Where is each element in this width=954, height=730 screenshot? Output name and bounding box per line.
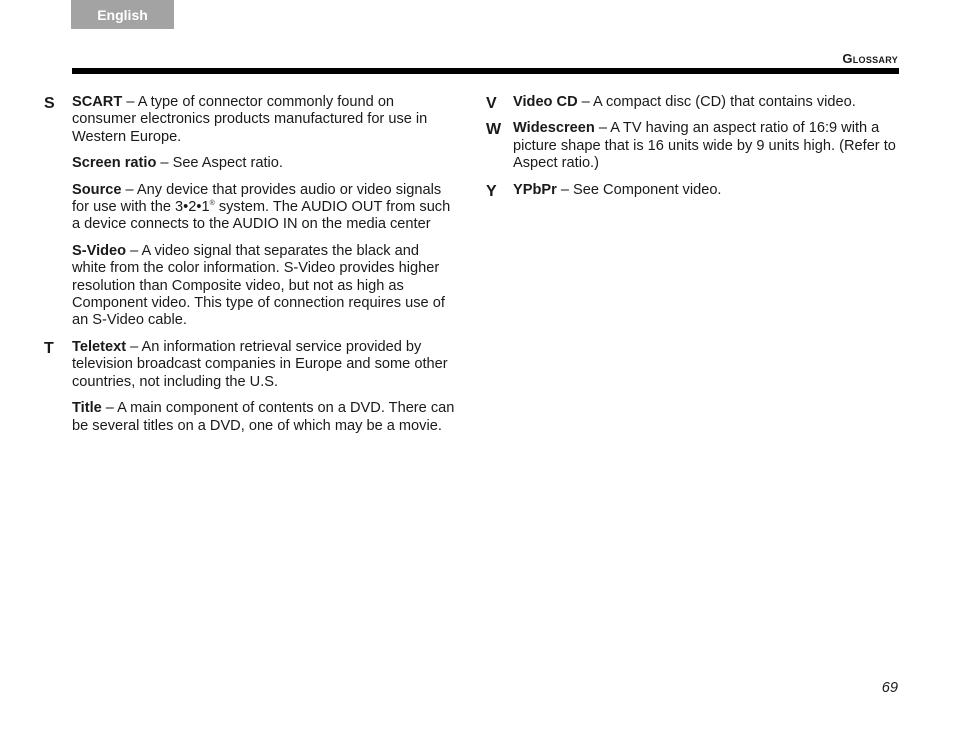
registered-mark: ® bbox=[209, 200, 215, 208]
glossary-definition: – A TV having an aspect ratio of 16:9 with a picture shape that is 16 units wide by 9 units high. (Refer to Aspect ratio.) bbox=[513, 120, 896, 172]
glossary-entry-s-video bbox=[72, 243, 456, 330]
glossary-term: Widescreen bbox=[513, 120, 595, 137]
glossary-left-column bbox=[44, 94, 456, 444]
glossary-definition: – A type of connector commonly found on consumer electronics products manufactured for use in Western Europe. bbox=[72, 94, 428, 145]
glossary-definition: – A video signal that separates the black and white from the color information. S-Video provides higher resolution than Composite video, but not as high as Component video. This type of connection requires use of an S-Video cable. bbox=[72, 242, 445, 329]
glossary-right-column bbox=[486, 94, 899, 208]
section-letter-s: S bbox=[44, 95, 55, 112]
glossary-definition: – See Component video. bbox=[556, 181, 722, 198]
glossary-definition: – A compact disc (CD) that contains video. bbox=[577, 94, 856, 110]
page-number: 69 bbox=[881, 680, 898, 696]
glossary-entry-title bbox=[72, 400, 456, 435]
glossary-entry-ypbpr bbox=[486, 181, 899, 200]
section-letter-t: T bbox=[44, 339, 54, 357]
section-letter-w: W bbox=[486, 121, 502, 139]
glossary-definition: – An information retrieval service provided by television broadcast companies in Europe and some other countries, not including the U.S. bbox=[72, 338, 448, 390]
glossary-definition: – Any device that provides audio or video signals for use with the 3•2•1 bbox=[72, 181, 442, 216]
glossary-entry-source bbox=[72, 182, 456, 234]
glossary-entry-teletext bbox=[44, 338, 456, 391]
glossary-term: Video CD bbox=[513, 94, 578, 110]
glossary-term: YPbPr bbox=[513, 181, 557, 198]
section-letter-v: V bbox=[486, 95, 497, 112]
glossary-definition-continued: system. The AUDIO OUT from such a device connects to the AUDIO IN on the media center bbox=[72, 199, 451, 233]
glossary-term: S-Video bbox=[72, 242, 127, 259]
glossary-term: Teletext bbox=[72, 338, 127, 355]
glossary-entry-video-cd bbox=[486, 94, 899, 112]
glossary-entry-screen-ratio bbox=[72, 155, 456, 172]
glossary-entry-scart bbox=[44, 94, 456, 146]
section-title: Glossary bbox=[842, 51, 898, 66]
glossary-term: Source bbox=[72, 181, 122, 198]
header-rule bbox=[72, 68, 899, 74]
glossary-term: Title bbox=[72, 400, 102, 417]
language-tab[interactable]: English bbox=[71, 0, 174, 29]
glossary-definition: – See Aspect ratio. bbox=[156, 155, 283, 172]
glossary-term: SCART bbox=[72, 94, 123, 110]
glossary-term: Screen ratio bbox=[72, 155, 157, 172]
section-letter-y: Y bbox=[486, 182, 497, 200]
glossary-definition: – A main component of contents on a DVD. There can be several titles on a DVD, one of which may be a movie. bbox=[72, 400, 455, 434]
glossary-entry-widescreen bbox=[486, 120, 899, 172]
